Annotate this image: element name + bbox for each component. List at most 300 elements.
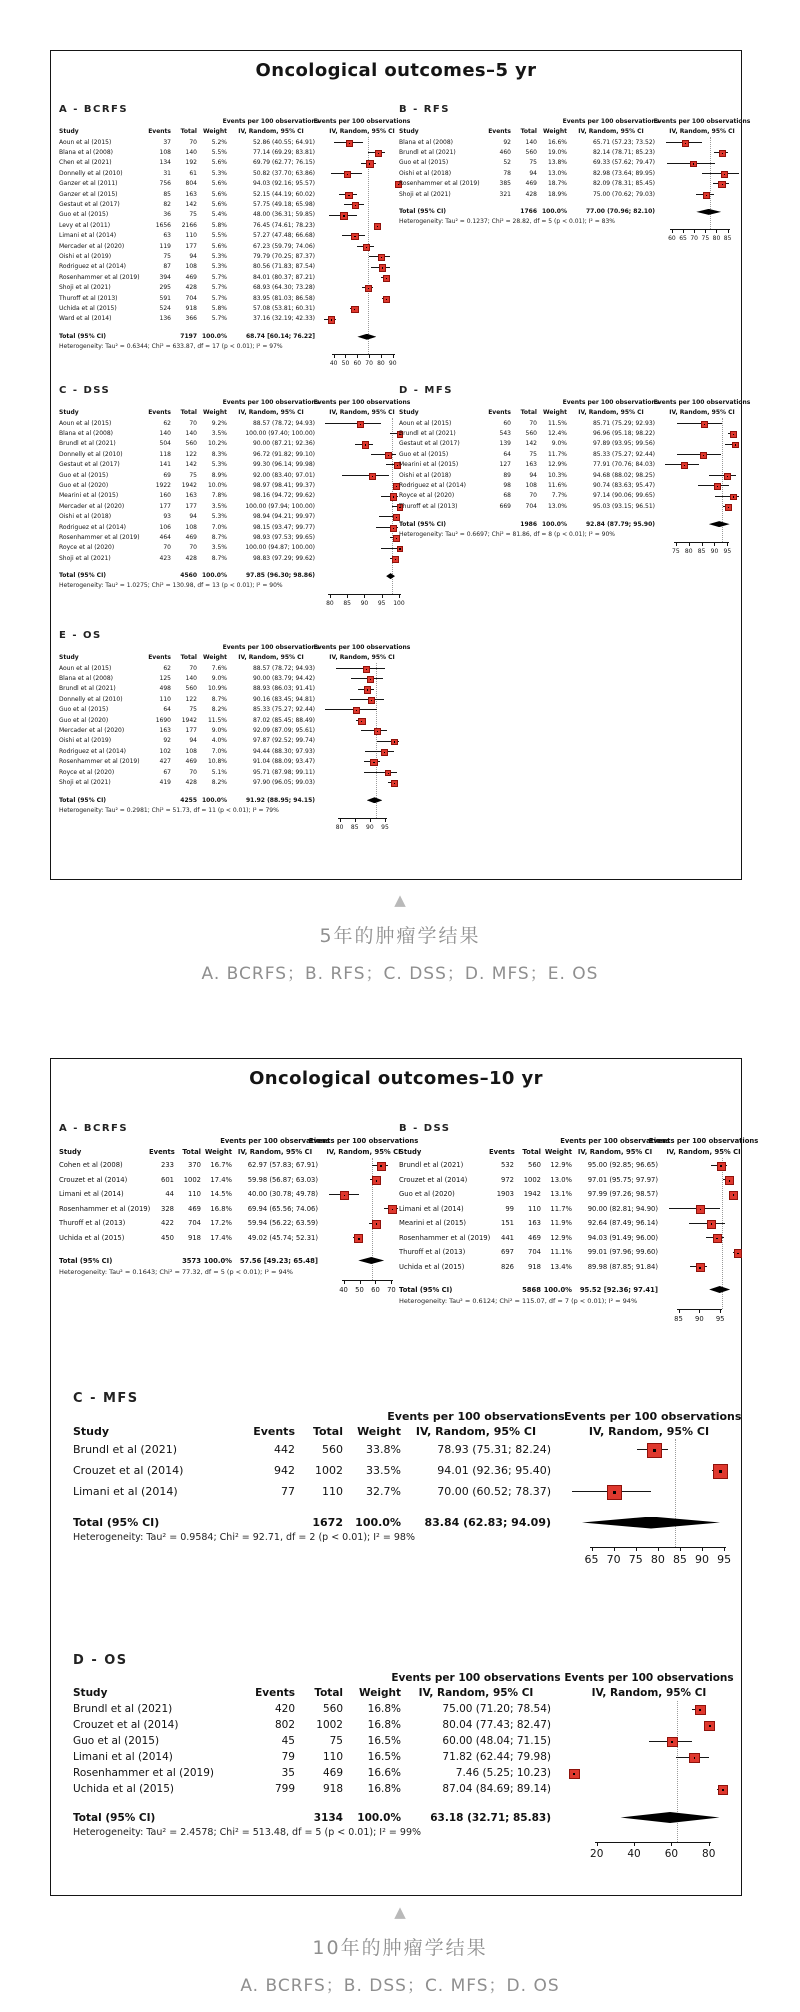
marker-center-dot (386, 299, 387, 300)
events-value: 92 (163, 737, 171, 745)
weight-value: 10.0% (207, 482, 227, 490)
study-row (59, 777, 315, 787)
marker-center-dot (397, 465, 398, 466)
ci-text: 88.57 (78.72; 94.93) (252, 664, 315, 672)
pooled-weight: 100.0% (202, 796, 227, 804)
effect-marker (385, 770, 392, 777)
x-axis-tick-label: 40 (339, 1286, 348, 1294)
weight-value: 11.7% (550, 1204, 572, 1213)
events-value: 45 (281, 1735, 295, 1747)
ci-text: 100.00 (94.87; 100.00) (245, 544, 315, 552)
study-name: Rosenhammer et al (2019) (59, 1204, 151, 1213)
marker-center-dot (684, 465, 685, 466)
ci-text: 60.00 (48.04; 71.15) (442, 1735, 551, 1747)
events-value: 295 (159, 284, 171, 292)
study-row (399, 179, 655, 189)
weight-value: 17.4% (210, 1175, 232, 1184)
x-axis-tick-label: 90 (695, 1315, 704, 1323)
summary-diamond (367, 797, 383, 803)
effect-marker (374, 728, 381, 735)
x-axis-tick (614, 1547, 615, 1551)
weight-value: 16.5% (367, 1735, 401, 1747)
study-name: Blana et al (2008) (399, 138, 453, 146)
study-name: Donnelly et al (2010) (59, 450, 123, 458)
effect-marker (718, 181, 725, 188)
column-header-events: Events (148, 409, 171, 416)
effect-marker (372, 1220, 381, 1229)
column-header-weight: Weight (359, 1687, 401, 1699)
effect-marker (352, 202, 359, 209)
study-row (59, 418, 315, 428)
study-name: Royce et al (2020) (59, 768, 115, 776)
weight-value: 3.5% (211, 544, 227, 552)
total-value: 110 (528, 1204, 541, 1213)
x-axis-tick-label: 60 (668, 235, 676, 243)
study-row (399, 460, 655, 470)
x-axis-tick (370, 818, 371, 822)
events-value: 160 (159, 492, 171, 500)
x-axis-tick (334, 354, 335, 358)
effect-marker (379, 264, 386, 271)
study-row (399, 137, 655, 147)
events-value: 177 (159, 502, 171, 510)
study-name: Cohen et al (2008) (59, 1161, 123, 1170)
total-value: 1002 (523, 1175, 541, 1184)
total-value: 94 (529, 471, 537, 479)
plot-header-supertitle: Events per 100 observations (313, 118, 411, 125)
heterogeneity-text: Heterogeneity: Tau² = 0.1643; Chi² = 77.32, df = 5 (p < 0.01); I² = 94% (59, 1268, 293, 1276)
effect-marker (351, 306, 358, 313)
x-axis-tick-label: 40 (627, 1848, 641, 1860)
marker-center-dot (356, 710, 357, 711)
x-axis-tick (636, 1547, 637, 1551)
total-value: 75 (529, 159, 537, 167)
ci-text: 94.44 (88.30; 97.93) (252, 747, 315, 755)
forest-panel-f10A (59, 1121, 419, 1303)
events-value: 328 (161, 1204, 174, 1213)
marker-center-dot (371, 700, 372, 701)
effect-marker (381, 749, 388, 756)
study-row (59, 262, 315, 272)
events-value: 98 (503, 482, 511, 490)
column-header-weight: Weight (543, 409, 567, 416)
ci-text: 99.30 (96.14; 99.98) (252, 461, 315, 469)
effect-marker (701, 421, 708, 428)
marker-center-dot (720, 1165, 722, 1167)
weight-value: 5.6% (211, 159, 227, 167)
ci-text: 96.72 (91.82; 99.10) (252, 450, 315, 458)
marker-center-dot (388, 455, 389, 456)
ci-text: 90.74 (83.63; 95.47) (592, 482, 655, 490)
study-name: Thuroff et al (2013) (399, 1248, 466, 1257)
events-value: 601 (161, 1175, 174, 1184)
weight-value: 12.9% (550, 1161, 572, 1170)
events-value: 420 (274, 1703, 295, 1715)
plot-header (565, 1671, 733, 1701)
study-name: Brundl et al (2021) (59, 685, 116, 693)
column-header-study: Study (59, 1148, 82, 1156)
marker-center-dot (344, 1195, 345, 1196)
total-value: 75 (529, 450, 537, 458)
x-axis-tick-label: 85 (350, 823, 359, 831)
study-name: Brundl et al (2021) (399, 149, 456, 157)
effect-marker (358, 718, 365, 725)
effect-marker (703, 192, 710, 199)
events-value: 441 (501, 1233, 514, 1242)
weight-value: 8.7% (211, 533, 227, 541)
weight-value: 5.7% (211, 284, 227, 292)
total-value: 140 (185, 430, 197, 438)
events-value: 321 (499, 190, 511, 198)
study-row (59, 501, 315, 511)
weight-value: 8.9% (211, 471, 227, 479)
forest-panel-f5D (399, 384, 751, 563)
events-value: 1903 (496, 1190, 514, 1199)
study-row (59, 725, 315, 735)
total-row (399, 519, 655, 530)
column-header-study: Study (399, 1148, 422, 1156)
x-axis-tick (716, 229, 717, 233)
study-name: Uchida et al (2015) (59, 304, 117, 312)
events-value: 127 (499, 461, 511, 469)
total-label: Total (95% CI) (59, 572, 107, 580)
total-label: Total (95% CI) (399, 520, 447, 528)
column-header-events: Events (148, 654, 171, 661)
marker-center-dot (671, 1741, 673, 1743)
study-row (59, 553, 315, 563)
marker-center-dot (331, 319, 332, 320)
panel-label: D - MFS (399, 385, 453, 396)
plot-header-supertitle: Events per 100 observations (313, 399, 411, 406)
marker-center-dot (733, 496, 734, 497)
study-row (59, 1187, 318, 1202)
study-name: Rosenhammer et al (2019) (399, 1233, 491, 1242)
x-axis-tick (345, 354, 346, 358)
weight-value: 17.2% (210, 1219, 232, 1228)
total-row (59, 795, 315, 806)
ci-text: 65.71 (57.23; 73.52) (592, 138, 655, 146)
study-name: Mearini et al (2015) (399, 461, 459, 469)
effect-marker (368, 697, 375, 704)
weight-value: 5.5% (211, 232, 227, 240)
x-axis-tick-label: 90 (695, 1553, 710, 1566)
x-axis-tick (597, 1842, 598, 1846)
total-value: 469 (188, 1204, 201, 1213)
pooled-weight: 100.0% (202, 572, 227, 580)
total-value: 163 (185, 190, 197, 198)
effect-marker (724, 473, 731, 480)
events-value: 118 (159, 450, 171, 458)
effect-marker (353, 707, 360, 714)
total-label: Total (95% CI) (59, 796, 107, 804)
total-value: 70 (529, 492, 537, 500)
x-axis-tick-label: 85 (697, 547, 706, 555)
study-name: Shoji et al (2021) (59, 778, 111, 786)
study-name: Oishi et al (2019) (59, 737, 112, 745)
ci-text: 94.01 (92.36; 95.40) (437, 1464, 551, 1477)
plot-header-ci: IV, Random, 95% CI (669, 409, 735, 416)
pooled-total: 5868 (522, 1285, 541, 1294)
pooled-total: 3134 (313, 1811, 343, 1824)
total-value: 142 (525, 440, 537, 448)
weight-value: 19.0% (547, 149, 567, 157)
study-row (399, 158, 655, 168)
effect-marker (730, 431, 737, 438)
ci-text: 97.90 (96.05; 99.03) (252, 778, 315, 786)
effect-marker (730, 494, 737, 501)
ci-text: 89.98 (87.85; 91.84) (587, 1262, 658, 1271)
events-value: 44 (165, 1190, 174, 1199)
x-axis-tick (391, 1280, 392, 1284)
events-value: 62 (163, 419, 171, 427)
x-axis-tick-label: 70 (606, 1553, 621, 1566)
ci-text: 62.97 (57.83; 67.91) (247, 1161, 318, 1170)
study-row (399, 1158, 658, 1173)
study-row (59, 522, 315, 532)
marker-center-dot (395, 559, 396, 560)
x-axis-tick (689, 542, 690, 546)
study-row (399, 1187, 658, 1202)
column-header-ci: IV, Random, 95% CI (237, 1148, 313, 1156)
weight-value: 11.7% (547, 450, 567, 458)
plot-header-ci: IV, Random, 95% CI (669, 128, 735, 135)
study-name: Thuroff et al (2013) (399, 502, 458, 510)
study-row (399, 501, 655, 511)
effect-marker (340, 212, 347, 219)
total-value: 122 (185, 695, 197, 703)
weight-value: 9.0% (551, 440, 567, 448)
total-value: 70 (529, 419, 537, 427)
events-value: 385 (499, 180, 511, 188)
ci-text: 87.04 (84.69; 89.14) (442, 1783, 551, 1795)
study-name: Ganzer et al (2011) (59, 180, 118, 188)
events-value: 532 (501, 1161, 514, 1170)
column-header-supertitle: Events per 100 observations (222, 644, 320, 651)
marker-center-dot (733, 1194, 735, 1196)
study-name: Thuroff et al (2013) (59, 294, 118, 302)
ci-text: 94.03 (91.49; 96.00) (587, 1233, 658, 1242)
events-value: 85 (163, 190, 171, 198)
total-value: 918 (322, 1783, 343, 1795)
study-name: Guo et al (2020) (399, 1190, 455, 1199)
effect-marker (647, 1443, 662, 1458)
weight-value: 10.8% (207, 758, 227, 766)
ci-text: 85.33 (75.27; 92.44) (252, 706, 315, 714)
marker-center-dot (377, 731, 378, 732)
ci-text: 85.33 (75.27; 92.44) (592, 450, 655, 458)
effect-marker (362, 441, 369, 448)
study-row (399, 1231, 658, 1246)
ci-text: 82.98 (73.64; 89.95) (592, 169, 655, 177)
weight-value: 5.8% (211, 304, 227, 312)
study-name: Donnelly et al (2010) (59, 169, 123, 177)
weight-value: 16.6% (367, 1767, 401, 1779)
total-row (399, 1283, 658, 1296)
summary-diamond (582, 1517, 720, 1529)
pooled-total: 1766 (520, 208, 537, 216)
events-value: 139 (499, 440, 511, 448)
pooled-total: 1986 (520, 520, 537, 528)
study-name: Aoun et al (2015) (59, 419, 112, 427)
study-row (59, 663, 315, 673)
x-axis-tick-label: 90 (388, 360, 397, 368)
marker-center-dot (685, 143, 686, 144)
figure-5yr-caption (0, 893, 800, 984)
study-name: Limani et al (2014) (59, 1190, 124, 1199)
marker-center-dot (693, 163, 694, 164)
effect-marker (351, 233, 358, 240)
ci-text: 90.00 (82.81; 94.90) (587, 1204, 658, 1213)
effect-marker (391, 739, 397, 745)
marker-center-dot (737, 1253, 738, 1254)
x-axis-tick (634, 1842, 635, 1846)
total-value: 140 (185, 149, 197, 157)
ci-text: 94.68 (88.02; 98.25) (592, 471, 655, 479)
column-header-weight: Weight (357, 1425, 401, 1438)
ci-text: 52.15 (44.19; 60.02) (252, 190, 315, 198)
study-row (59, 470, 315, 480)
weight-value: 13.0% (550, 1175, 572, 1184)
study-name: Rosenhammer et al (2019) (73, 1767, 215, 1779)
study-name: Mearini et al (2015) (399, 1219, 467, 1228)
marker-center-dot (366, 247, 367, 248)
study-name: Ward et al (2014) (59, 315, 112, 323)
ci-text: 92.64 (87.49; 96.14) (587, 1219, 658, 1228)
events-value: 422 (161, 1219, 174, 1228)
ci-text: 84.01 (80.37; 87.21) (252, 273, 315, 281)
plot-area (663, 137, 741, 250)
marker-center-dot (694, 1757, 696, 1759)
column-header-study: Study (73, 1425, 110, 1438)
ci-text: 100.00 (97.94; 100.00) (245, 502, 315, 510)
marker-center-dot (349, 143, 350, 144)
plot-area (663, 418, 741, 563)
effect-marker (725, 1176, 734, 1185)
ci-text: 90.00 (83.79; 94.42) (252, 675, 315, 683)
events-value: 37 (163, 138, 171, 146)
events-value: 464 (159, 533, 171, 541)
events-value: 756 (159, 180, 171, 188)
total-value: 370 (188, 1161, 201, 1170)
x-axis-tick-label: 90 (366, 823, 374, 831)
ci-text: 94.03 (92.16; 95.57) (252, 180, 315, 188)
ci-text: 98.94 (94.21; 99.97) (252, 513, 315, 521)
study-row (59, 1173, 318, 1188)
ci-text: 83.95 (81.03; 86.58) (252, 294, 315, 302)
total-value: 1942 (523, 1190, 541, 1199)
events-value: 802 (274, 1719, 295, 1731)
x-axis-tick-label: 50 (355, 1286, 364, 1294)
effect-marker (695, 1705, 706, 1716)
total-value: 108 (185, 263, 197, 271)
weight-value: 5.7% (211, 294, 227, 302)
effect-marker (363, 666, 370, 673)
total-value: 469 (185, 273, 197, 281)
pooled-ci-text: 68.74 [60.14; 76.22] (246, 333, 315, 341)
x-axis-tick-label: 80 (377, 360, 385, 368)
summary-diamond (620, 1812, 719, 1823)
study-row (73, 1717, 551, 1733)
effect-marker (734, 1249, 743, 1258)
weight-value: 7.0% (211, 523, 227, 531)
pooled-weight: 100.0% (543, 1285, 572, 1294)
events-value: 460 (499, 149, 511, 157)
separator-triangle-icon: ▲ (394, 891, 406, 909)
ci-text: 57.08 (53.81; 60.31) (252, 304, 315, 312)
effect-marker (377, 1162, 386, 1171)
plot-header-ci: IV, Random, 95% CI (329, 654, 395, 661)
study-name: Shoji et al (2021) (399, 190, 451, 198)
effect-marker (374, 223, 381, 230)
marker-center-dot (384, 752, 385, 753)
weight-value: 5.6% (211, 180, 227, 188)
study-name: Levy et al (2011) (59, 221, 111, 229)
column-header-weight: Weight (203, 409, 227, 416)
weight-value: 11.5% (547, 419, 567, 427)
total-value: 110 (188, 1190, 201, 1199)
total-value: 704 (185, 294, 197, 302)
study-row (399, 449, 655, 459)
x-axis-tick (727, 542, 728, 546)
study-row (59, 231, 315, 241)
study-row (399, 1245, 658, 1260)
plot-header-ci: IV, Random, 95% CI (326, 1148, 401, 1156)
x-axis-tick (683, 229, 684, 233)
column-header-weight: Weight (204, 1148, 232, 1156)
study-row (73, 1481, 551, 1502)
marker-center-dot (719, 1470, 722, 1473)
marker-center-dot (699, 1709, 701, 1711)
total-value: 142 (185, 201, 197, 209)
events-value: 64 (163, 706, 171, 714)
study-row (59, 158, 315, 168)
total-value: 108 (185, 523, 197, 531)
weight-value: 18.9% (547, 190, 567, 198)
study-row (59, 543, 315, 553)
marker-center-dot (348, 195, 349, 196)
plot-area (565, 1701, 733, 1869)
study-row (73, 1749, 551, 1765)
marker-center-dot (369, 163, 370, 164)
events-value: 972 (501, 1175, 514, 1184)
x-axis-tick-label: 80 (712, 235, 721, 243)
study-name: Guo et al (2015) (59, 211, 109, 219)
marker-center-dot (386, 278, 387, 279)
x-axis (595, 1842, 711, 1843)
events-value: 79 (281, 1751, 295, 1763)
column-header-total: Total (520, 128, 537, 135)
study-name: Brundl et al (2021) (399, 1161, 464, 1170)
study-name: Blana et al (2008) (59, 430, 113, 438)
total-value: 70 (189, 419, 197, 427)
marker-center-dot (347, 174, 348, 175)
weight-value: 5.3% (211, 263, 227, 271)
study-row (59, 715, 315, 725)
weight-value: 3.5% (211, 430, 227, 438)
ci-text: 98.97 (98.41; 99.37) (252, 482, 315, 490)
events-value: 524 (159, 304, 171, 312)
study-row (399, 428, 655, 438)
effect-marker (713, 1464, 728, 1479)
weight-value: 16.8% (367, 1783, 401, 1795)
weight-value: 5.5% (211, 149, 227, 157)
marker-center-dot (722, 1789, 724, 1791)
events-value: 70 (163, 544, 171, 552)
ci-text: 78.93 (75.31; 82.24) (437, 1443, 551, 1456)
x-axis (332, 354, 395, 355)
x-axis-tick (699, 1309, 700, 1313)
study-name: Royce et al (2020) (59, 544, 115, 552)
